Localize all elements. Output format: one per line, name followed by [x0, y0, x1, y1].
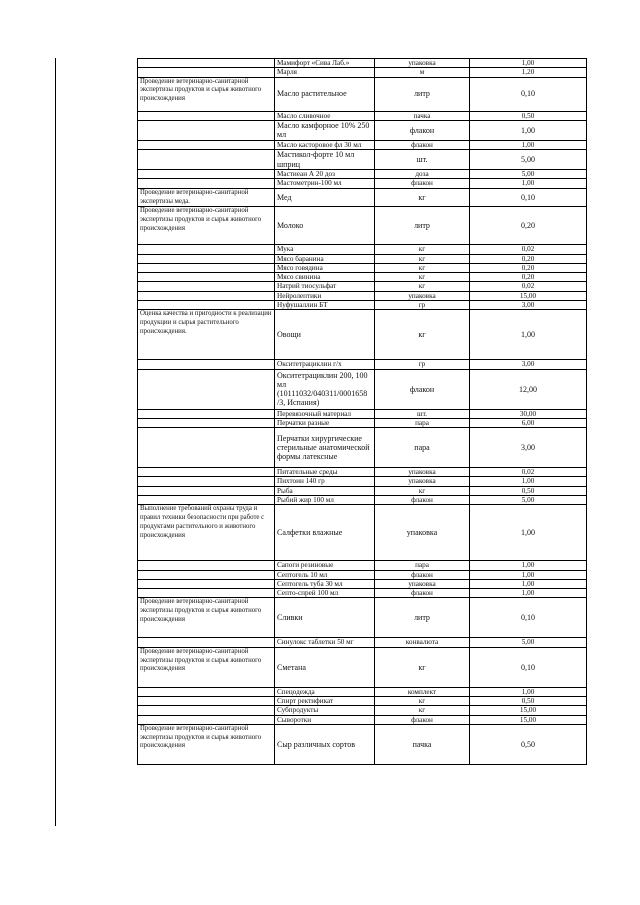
quantity-cell: 0,10: [470, 598, 587, 638]
table-row: [138, 496, 587, 505]
table-row: [138, 111, 587, 120]
item-name-cell: Септогель 10 мл: [275, 570, 375, 579]
supplies-table: [137, 58, 587, 765]
purpose-cell: [138, 409, 275, 418]
quantity-cell: 0,02: [470, 468, 587, 477]
quantity-cell: 30,00: [470, 409, 587, 418]
table-row: [138, 170, 587, 179]
unit-cell: кг: [375, 282, 470, 291]
table-row: [138, 301, 587, 310]
unit-cell: комплект: [375, 687, 470, 696]
unit-cell: шт.: [375, 409, 470, 418]
quantity-cell: 3,00: [470, 301, 587, 310]
item-name-cell: Синулокс таблетки 50 мг: [275, 638, 375, 647]
item-name-cell: Питательные среды: [275, 468, 375, 477]
item-name-cell: Мастиеан А 20 доз: [275, 170, 375, 179]
purpose-cell: [138, 282, 275, 291]
table-row: [138, 179, 587, 188]
purpose-cell: [138, 638, 275, 647]
quantity-cell: 1,00: [470, 505, 587, 561]
unit-cell: конвалюта: [375, 638, 470, 647]
item-name-cell: Марля: [275, 68, 375, 77]
purpose-cell: [138, 589, 275, 598]
purpose-cell: [138, 561, 275, 570]
quantity-cell: 0,02: [470, 245, 587, 254]
table-row: [138, 254, 587, 263]
purpose-cell: [138, 486, 275, 495]
quantity-cell: 5,00: [470, 496, 587, 505]
table-row: [138, 579, 587, 588]
unit-cell: упаковка: [375, 579, 470, 588]
quantity-cell: 0,20: [470, 207, 587, 245]
unit-cell: пара: [375, 418, 470, 427]
unit-cell: пара: [375, 561, 470, 570]
unit-cell: кг: [375, 188, 470, 207]
item-name-cell: Мясо свинина: [275, 273, 375, 282]
purpose-cell: [138, 273, 275, 282]
item-name-cell: Перевязочный материал: [275, 409, 375, 418]
table-row: [138, 245, 587, 254]
item-name-cell: Окситетрациклин 200, 100 мл (10111032/040311/0001658 /3, Испания): [275, 369, 375, 409]
unit-cell: флакон: [375, 570, 470, 579]
item-name-cell: Перчатки хирургические стерильные анатомической формы латексные: [275, 428, 375, 468]
unit-cell: пачка: [375, 724, 470, 764]
item-name-cell: Мясо говядина: [275, 263, 375, 272]
quantity-cell: 0,02: [470, 282, 587, 291]
purpose-cell: [138, 179, 275, 188]
item-name-cell: Молоко: [275, 207, 375, 245]
quantity-cell: 0,50: [470, 486, 587, 495]
purpose-cell: [138, 468, 275, 477]
purpose-cell: [138, 120, 275, 140]
purpose-cell: Проведение ветеринарно-санитарной экспертизы продуктов и сырья животного происхождения: [138, 724, 275, 764]
purpose-cell: Проведение ветеринарно-санитарной экспертизы продуктов и сырья животного происхождения: [138, 598, 275, 638]
table-row: [138, 561, 587, 570]
quantity-cell: 0,50: [470, 696, 587, 705]
table-row: [138, 207, 587, 245]
table-row: [138, 263, 587, 272]
quantity-cell: 5,00: [470, 638, 587, 647]
purpose-cell: [138, 360, 275, 369]
table-row: [138, 486, 587, 495]
table-row: [138, 468, 587, 477]
unit-cell: пара: [375, 428, 470, 468]
table-row: [138, 647, 587, 687]
unit-cell: доза: [375, 170, 470, 179]
item-name-cell: Мед: [275, 188, 375, 207]
unit-cell: флакон: [375, 496, 470, 505]
quantity-cell: 1,00: [470, 570, 587, 579]
quantity-cell: 1,00: [470, 589, 587, 598]
quantity-cell: 1,00: [470, 561, 587, 570]
purpose-cell: [138, 170, 275, 179]
table-row: [138, 77, 587, 111]
purpose-cell: [138, 59, 275, 68]
unit-cell: шт.: [375, 150, 470, 170]
table-row: [138, 418, 587, 427]
purpose-cell: [138, 254, 275, 263]
item-name-cell: Сметана: [275, 647, 375, 687]
item-name-cell: Мастометрин-100 мл: [275, 179, 375, 188]
left-margin-rule: [55, 58, 56, 826]
purpose-cell: Проведение ветеринарно-санитарной экспертизы продуктов и сырья животного происхождения: [138, 77, 275, 111]
table-row: [138, 291, 587, 300]
table-row: [138, 428, 587, 468]
item-name-cell: Септо-спрей 100 мл: [275, 589, 375, 598]
unit-cell: упаковка: [375, 505, 470, 561]
unit-cell: литр: [375, 598, 470, 638]
quantity-cell: 1,20: [470, 68, 587, 77]
quantity-cell: 1,00: [470, 687, 587, 696]
quantity-cell: 12,00: [470, 369, 587, 409]
item-name-cell: Сыворотки: [275, 715, 375, 724]
item-name-cell: Нуфушаллин БТ: [275, 301, 375, 310]
item-name-cell: Овощи: [275, 310, 375, 360]
unit-cell: упаковка: [375, 468, 470, 477]
unit-cell: гр: [375, 360, 470, 369]
table-row: [138, 140, 587, 149]
item-name-cell: Мамифорт «Сива Лаб.»: [275, 59, 375, 68]
purpose-cell: [138, 496, 275, 505]
quantity-cell: 1,00: [470, 120, 587, 140]
purpose-cell: [138, 418, 275, 427]
table-row: [138, 282, 587, 291]
table-row: [138, 369, 587, 409]
item-name-cell: Сапоги резиновые: [275, 561, 375, 570]
unit-cell: кг: [375, 310, 470, 360]
item-name-cell: Окситетрациклин г/х: [275, 360, 375, 369]
purpose-cell: [138, 301, 275, 310]
unit-cell: упаковка: [375, 59, 470, 68]
unit-cell: пачка: [375, 111, 470, 120]
item-name-cell: Мастикол-форте 10 мл шприц: [275, 150, 375, 170]
table-row: [138, 273, 587, 282]
purpose-cell: [138, 428, 275, 468]
quantity-cell: 1,00: [470, 59, 587, 68]
table-row: [138, 505, 587, 561]
purpose-cell: [138, 150, 275, 170]
quantity-cell: 0,20: [470, 263, 587, 272]
quantity-cell: 0,50: [470, 111, 587, 120]
table-row: [138, 188, 587, 207]
quantity-cell: 15,00: [470, 715, 587, 724]
purpose-cell: [138, 245, 275, 254]
unit-cell: кг: [375, 486, 470, 495]
table-body: [138, 59, 587, 765]
item-name-cell: Масло камфорное 10% 250 мл: [275, 120, 375, 140]
table-row: [138, 150, 587, 170]
unit-cell: гр: [375, 301, 470, 310]
quantity-cell: 0,10: [470, 77, 587, 111]
purpose-cell: Оценка качества и пригодности к реализации продукции и сырья растительного происхождения.: [138, 310, 275, 360]
item-name-cell: Спирт ректификат: [275, 696, 375, 705]
item-name-cell: Септогель туба 30 мл: [275, 579, 375, 588]
quantity-cell: 0,10: [470, 647, 587, 687]
purpose-cell: Проведение ветеринарно-санитарной экспертизы продуктов и сырья животного происхождения: [138, 207, 275, 245]
purpose-cell: [138, 687, 275, 696]
quantity-cell: 3,00: [470, 360, 587, 369]
item-name-cell: Рыба: [275, 486, 375, 495]
table-row: [138, 570, 587, 579]
purpose-cell: [138, 477, 275, 486]
unit-cell: кг: [375, 245, 470, 254]
purpose-cell: [138, 696, 275, 705]
item-name-cell: Пихтоин 140 гр: [275, 477, 375, 486]
quantity-cell: 1,00: [470, 579, 587, 588]
quantity-cell: 5,00: [470, 170, 587, 179]
purpose-cell: [138, 68, 275, 77]
unit-cell: флакон: [375, 179, 470, 188]
unit-cell: кг: [375, 647, 470, 687]
item-name-cell: Мясо баранина: [275, 254, 375, 263]
unit-cell: флакон: [375, 369, 470, 409]
item-name-cell: Масло растительное: [275, 77, 375, 111]
quantity-cell: 3,00: [470, 428, 587, 468]
table-row: [138, 68, 587, 77]
table-row: [138, 696, 587, 705]
unit-cell: упаковка: [375, 291, 470, 300]
unit-cell: литр: [375, 207, 470, 245]
unit-cell: флакон: [375, 589, 470, 598]
unit-cell: флакон: [375, 715, 470, 724]
quantity-cell: 0,50: [470, 724, 587, 764]
quantity-cell: 0,20: [470, 254, 587, 263]
purpose-cell: [138, 706, 275, 715]
purpose-cell: [138, 291, 275, 300]
purpose-cell: [138, 570, 275, 579]
table-row: [138, 477, 587, 486]
item-name-cell: Салфетки влажные: [275, 505, 375, 561]
quantity-cell: 1,00: [470, 310, 587, 360]
table-row: [138, 409, 587, 418]
unit-cell: упаковка: [375, 477, 470, 486]
table-row: [138, 310, 587, 360]
quantity-cell: 1,00: [470, 477, 587, 486]
purpose-cell: [138, 263, 275, 272]
unit-cell: флакон: [375, 140, 470, 149]
item-name-cell: Масло касторовое фл 30 мл: [275, 140, 375, 149]
unit-cell: кг: [375, 273, 470, 282]
item-name-cell: Масло сливочное: [275, 111, 375, 120]
quantity-cell: 0,20: [470, 273, 587, 282]
unit-cell: кг: [375, 263, 470, 272]
purpose-cell: [138, 579, 275, 588]
purpose-cell: [138, 369, 275, 409]
item-name-cell: Сливки: [275, 598, 375, 638]
table-row: [138, 687, 587, 696]
table-row: [138, 598, 587, 638]
table-row: [138, 715, 587, 724]
purpose-cell: Выполнение требований охраны труда и правил техники безопасности при работе с продуктами растительного и животного происхождения: [138, 505, 275, 561]
unit-cell: кг: [375, 706, 470, 715]
purpose-cell: Проведение ветеринарно-санитарной экспертизы продуктов и сырья животного происхождения: [138, 647, 275, 687]
purpose-cell: Проведение ветеринарно-санитарной экспертизы меда.: [138, 188, 275, 207]
unit-cell: м: [375, 68, 470, 77]
table-row: [138, 120, 587, 140]
quantity-cell: 15,00: [470, 706, 587, 715]
table-row: [138, 360, 587, 369]
table-row: [138, 706, 587, 715]
table-row: [138, 724, 587, 764]
purpose-cell: [138, 715, 275, 724]
item-name-cell: Спецодежда: [275, 687, 375, 696]
item-name-cell: Субпродукты: [275, 706, 375, 715]
table-row: [138, 638, 587, 647]
quantity-cell: 0,10: [470, 188, 587, 207]
item-name-cell: Сыр различных сортов: [275, 724, 375, 764]
item-name-cell: Перчатки разные: [275, 418, 375, 427]
unit-cell: литр: [375, 77, 470, 111]
purpose-cell: [138, 140, 275, 149]
unit-cell: флакон: [375, 120, 470, 140]
item-name-cell: Натрий тиосульфат: [275, 282, 375, 291]
table-row: [138, 589, 587, 598]
item-name-cell: Нейролептики: [275, 291, 375, 300]
quantity-cell: 1,00: [470, 179, 587, 188]
quantity-cell: 5,00: [470, 150, 587, 170]
item-name-cell: Рыбий жир 100 мл: [275, 496, 375, 505]
item-name-cell: Мука: [275, 245, 375, 254]
table-row: [138, 59, 587, 68]
quantity-cell: 6,00: [470, 418, 587, 427]
unit-cell: кг: [375, 696, 470, 705]
quantity-cell: 1,00: [470, 140, 587, 149]
quantity-cell: 15,00: [470, 291, 587, 300]
purpose-cell: [138, 111, 275, 120]
unit-cell: кг: [375, 254, 470, 263]
